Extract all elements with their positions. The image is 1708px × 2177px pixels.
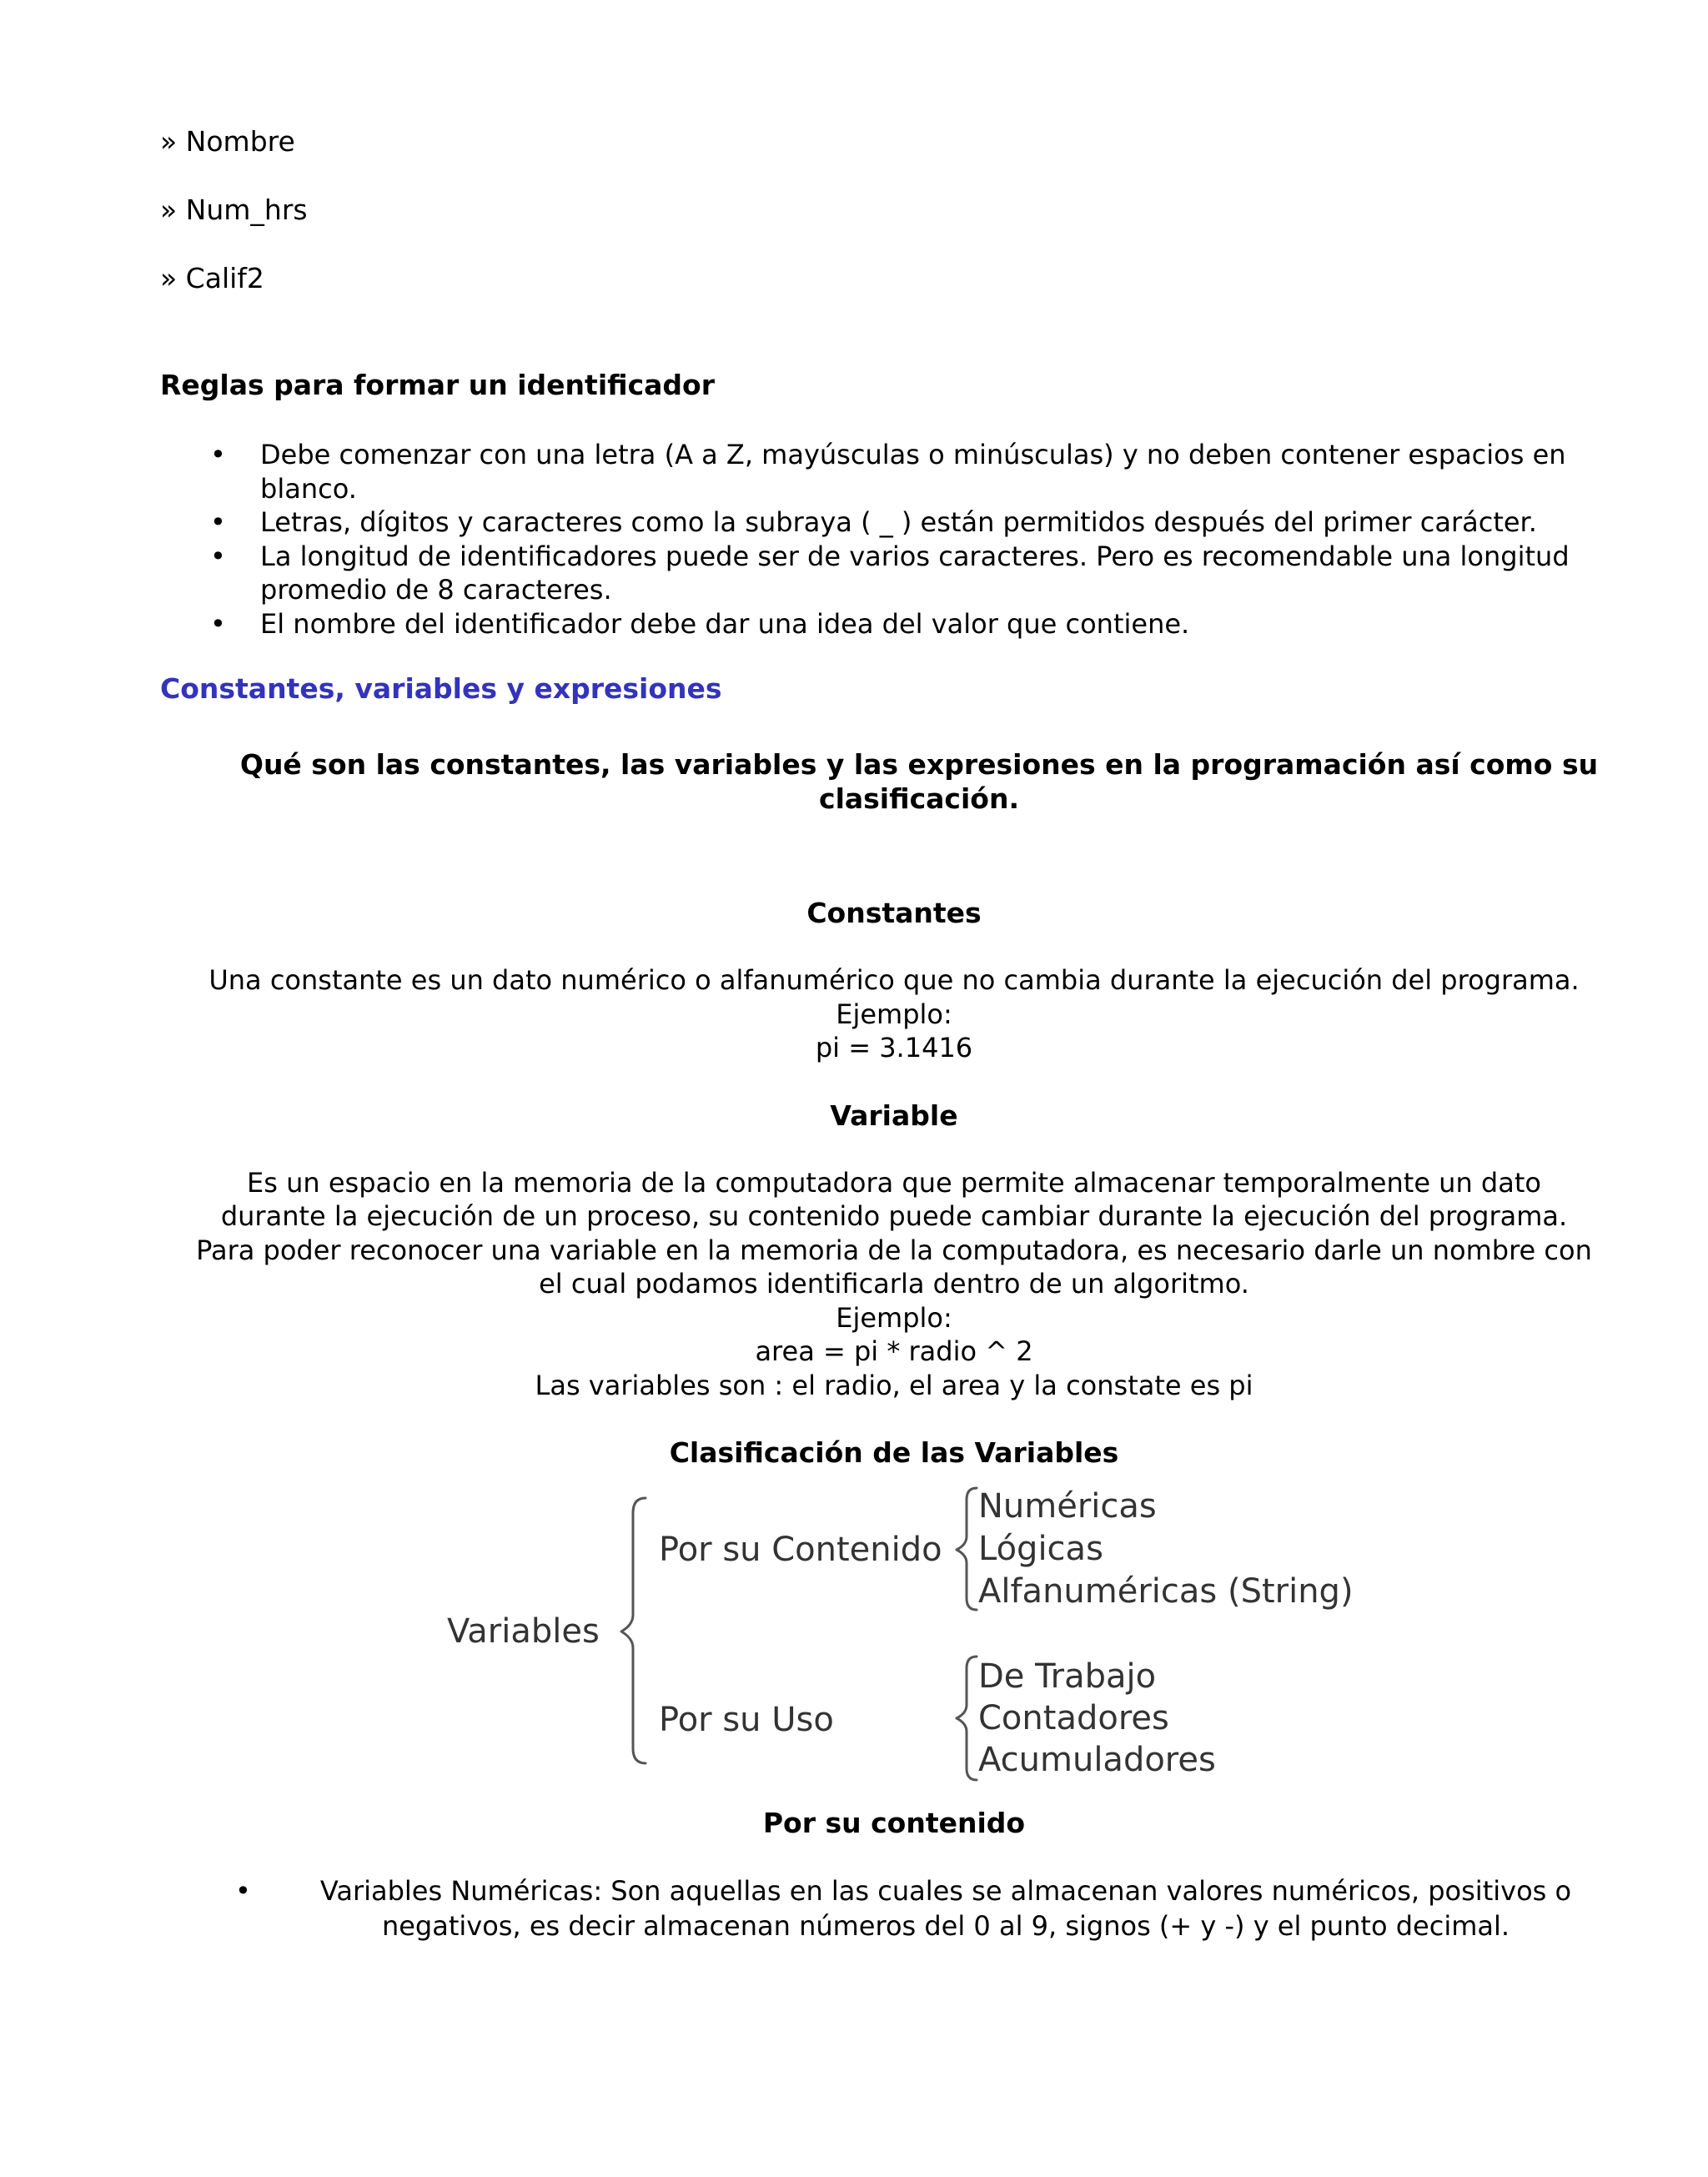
rule-text: El nombre del identificador debe dar una idea del valor que contiene. xyxy=(260,607,1190,640)
text-line: Las variables son : el radio, el area y la constate es pi xyxy=(535,1369,1253,1401)
text-line: el cual podamos identificarla dentro de un algoritmo. xyxy=(539,1268,1249,1300)
text-line: Una constante es un dato numérico o alfanumérico que no cambia durante la ejecución del programa. xyxy=(208,964,1580,996)
list-item-text: Variables Numéricas: Son aquellas en las cuales se almacenan valores numéricos, positivos o negativos, es decir almacenan números del 0 al 9, signos (+ y -) y el punto decimal. xyxy=(319,1875,1572,1942)
rule-item xyxy=(160,607,1628,641)
identifier-example: » Calif2 xyxy=(160,262,264,294)
variables-classification-diagram xyxy=(160,1481,1628,1790)
brace-lines xyxy=(160,1481,1628,1790)
rules-list xyxy=(160,438,1628,641)
identifier-example: » Num_hrs xyxy=(160,194,308,226)
variable-paragraph xyxy=(160,1166,1628,1403)
diagram-uso-label: Por su Uso xyxy=(659,1701,834,1739)
list-item xyxy=(160,1873,1628,1943)
bullet-icon: • xyxy=(210,506,226,538)
rule-item xyxy=(160,540,1628,607)
bullet-icon: • xyxy=(210,540,226,572)
constantes-paragraph xyxy=(160,963,1628,1065)
rule-item xyxy=(160,438,1628,505)
diagram-leaf-label: Lógicas xyxy=(978,1530,1103,1568)
rules-heading: Reglas para formar un identificador xyxy=(160,369,715,401)
page-subtitle: Qué son las constantes, las variables y las expresiones en la programación así como su clasificación. xyxy=(239,748,1599,815)
diagram-root-label: Variables xyxy=(447,1612,600,1651)
text-line: Para poder reconocer una variable en la memoria de la computadora, es necesario darle un nombre con xyxy=(196,1234,1592,1266)
por-contenido-heading: Por su contenido xyxy=(762,1807,1026,1839)
document-page xyxy=(160,125,1628,1943)
contenido-brace xyxy=(957,1488,977,1610)
identifier-example: » Nombre xyxy=(160,125,295,158)
rule-text: La longitud de identificadores puede ser de varios caracteres. Pero es recomendable una longitud promedio de 8 caracteres. xyxy=(260,540,1570,606)
diagram-leaf-label: Acumuladores xyxy=(978,1741,1216,1779)
text-line: Ejemplo: xyxy=(836,998,952,1030)
diagram-leaf-label: De Trabajo xyxy=(978,1657,1157,1696)
bullet-icon: • xyxy=(210,607,226,640)
rule-item xyxy=(160,505,1628,540)
text-line: Es un espacio en la memoria de la computadora que permite almacenar temporalmente un dato xyxy=(247,1166,1541,1199)
clasificacion-heading: Clasificación de las Variables xyxy=(669,1436,1119,1469)
bullet-icon: • xyxy=(210,439,226,470)
text-line: durante la ejecución de un proceso, su contenido puede cambiar durante la ejecución del programa. xyxy=(220,1200,1568,1232)
diagram-leaf-label: Numéricas xyxy=(978,1487,1157,1526)
text-line: Ejemplo: xyxy=(836,1301,952,1334)
section-title: Constantes, variables y expresiones xyxy=(160,672,722,705)
text-line: area = pi * radio ^ 2 xyxy=(755,1335,1033,1367)
bullet-icon: • xyxy=(235,1875,251,1907)
diagram-leaf-label: Contadores xyxy=(978,1699,1169,1737)
text-line: pi = 3.1416 xyxy=(815,1032,973,1063)
constantes-heading: Constantes xyxy=(806,897,982,929)
diagram-contenido-label: Por su Contenido xyxy=(659,1531,942,1569)
rule-text: Debe comenzar con una letra (A a Z, mayúsculas o minúsculas) y no deben contener espacios en blanco. xyxy=(260,439,1566,505)
rule-text: Letras, dígitos y caracteres como la subraya ( _ ) están permitidos después del primer carácter. xyxy=(260,506,1537,538)
diagram-leaf-label: Alfanuméricas (String) xyxy=(978,1572,1354,1611)
variable-heading: Variable xyxy=(830,1099,958,1132)
root-brace xyxy=(621,1498,646,1763)
uso-brace xyxy=(957,1657,977,1780)
por-contenido-list xyxy=(160,1873,1628,1943)
